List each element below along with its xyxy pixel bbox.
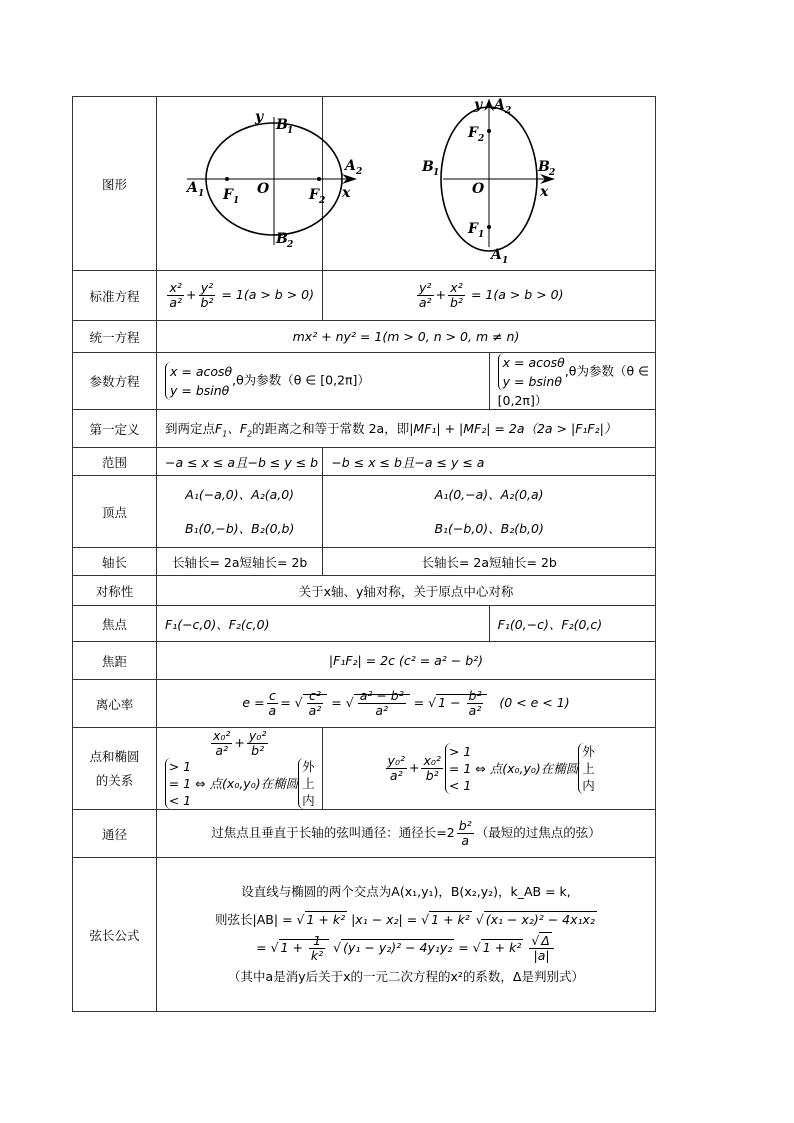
pos-c1: > 1 xyxy=(168,758,192,774)
label-B2: B xyxy=(276,231,288,247)
chord-cell xyxy=(157,858,656,1012)
ecc-formula: e = $\frac{c}{a}$ = √ $\frac{\text{c²}}{\text{a²}}$ = √ $\frac{\text{a² − b²}}{\text{a²}}$ = √ 1 − $\frac{\text{b²}}{\text{a²}}$ (0 < e < 1) xyxy=(157,680,656,728)
param-line2: y = bsinθ xyxy=(170,383,230,398)
row-graph xyxy=(73,97,656,271)
pos-w1: 外 xyxy=(582,744,595,759)
param-line1: x = acosθ xyxy=(502,355,565,370)
row-fd xyxy=(73,642,656,680)
vertical-ellipse-diagram xyxy=(358,97,620,267)
label-O: O xyxy=(257,181,270,197)
graph-horizontal xyxy=(157,97,363,271)
range-vertical: −b ≤ x ≤ b且−a ≤ y ≤ a xyxy=(323,448,656,476)
standard-vertical: $\frac{\text{y²}}{\text{a²}}$ + $\frac{\text{x²}}{\text{b²}}$ = 1(a > b > 0) xyxy=(323,271,656,321)
pos-w3: 内 xyxy=(302,792,315,808)
chord-note: （其中a是消y后关于x的一元二次方程的x²的系数，Δ是判别式） xyxy=(228,969,584,984)
label-chord: 弦长公式 xyxy=(73,858,157,1012)
pos-w3: 内 xyxy=(582,778,595,793)
row-unified xyxy=(73,321,656,353)
standard-cond: = 1(a > b > 0) xyxy=(470,287,564,302)
row-focus xyxy=(73,606,656,642)
label-param: 参数方程 xyxy=(73,353,157,410)
vertex-h2: B₁(0,−b)、B₂(0,b) xyxy=(184,520,295,536)
row-chord xyxy=(73,858,656,1012)
fd-text: |F₁F₂| = 2c (c² = a² − b²) xyxy=(157,642,656,680)
row-axis xyxy=(73,548,656,576)
graph-vertical xyxy=(323,97,656,271)
unified-equation: mx² + ny² = 1(m > 0, n > 0, m ≠ n) xyxy=(157,321,656,353)
latus-text-a: 过焦点且垂直于长轴的弦叫通径：通径长=2 xyxy=(211,825,455,840)
param-vertical xyxy=(489,353,655,410)
focus-horizontal: F₁(−c,0)、F₂(c,0) xyxy=(157,606,490,642)
label-y: y xyxy=(255,109,264,125)
pos-horizontal: $\frac{\text{x₀²}}{\text{a²}}$ + $\frac{\text{y₀²}}{\text{b²}}$ > 1 = 1 ⇔ 点(x₀,y₀)在椭圆 < 1外 上 内 xyxy=(157,728,323,810)
label-standard: 标准方程 xyxy=(73,271,157,321)
param-tail: ,θ为参数（θ ∈ [0,2π]） xyxy=(497,363,649,408)
sub: 1 xyxy=(478,230,485,240)
def-text-b: 的距离之和等于常数 2a，即 xyxy=(252,420,410,436)
standard-cond: = 1(a > b > 0) xyxy=(221,287,314,302)
chord-line2-lead: 则弦长|AB| = xyxy=(215,912,297,927)
sub: 2 xyxy=(287,240,294,250)
latus-text-b: （最短的过焦点的弦） xyxy=(475,825,601,840)
sub: 1 xyxy=(433,168,440,178)
label-fd: 焦距 xyxy=(73,642,157,680)
vertex-v1: A₁(0,−a)、A₂(0,a) xyxy=(434,486,544,502)
label-focus: 焦点 xyxy=(73,606,157,642)
pos-c3: < 1 xyxy=(168,792,192,808)
sub: 1 xyxy=(502,256,509,266)
label-F1: F xyxy=(223,187,233,203)
param-tail: ,θ为参数（θ ∈ [0,2π]） xyxy=(232,372,370,388)
axis-horizontal: 长轴长= 2a短轴长= 2b xyxy=(157,548,323,576)
horizontal-ellipse-diagram xyxy=(157,97,391,267)
sub: 2 xyxy=(478,134,485,144)
pos-c2: = 1 ⇔ 点(x₀,y₀)在椭圆 xyxy=(448,761,579,776)
label-B1: B xyxy=(276,117,288,133)
param-horizontal xyxy=(157,353,490,410)
label-pos-1: 点和椭圆 xyxy=(89,748,140,764)
label-x: x xyxy=(342,185,351,201)
label-range: 范围 xyxy=(73,448,157,476)
row-latus xyxy=(73,810,656,858)
sym-text: 关于x轴、y轴对称，关于原点中心对称 xyxy=(157,576,656,606)
pos-vertical: $\frac{\text{y₀²}}{\text{a²}}$ + $\frac{\text{x₀²}}{\text{b²}}$ > 1 = 1 ⇔ 点(x₀,y₀)在椭圆 < 1外 上 内 xyxy=(323,728,656,810)
row-def xyxy=(73,410,656,448)
chord-line2: 则弦长|AB| = √ 1 + k² |x₁ − x₂| = √ 1 + k² √ (x₁ − x₂)² − 4x₁x₂ xyxy=(215,912,595,927)
label-B2: B xyxy=(538,159,550,175)
label-axis: 轴长 xyxy=(73,548,157,576)
label-ecc: 离心率 xyxy=(73,680,157,728)
row-sym xyxy=(73,576,656,606)
vertex-v2: B₁(−b,0)、B₂(b,0) xyxy=(434,520,544,536)
label-y: y xyxy=(474,97,483,113)
vertex-horizontal xyxy=(157,476,323,548)
vertex-vertical xyxy=(323,476,656,548)
label-graph: 图形 xyxy=(73,97,157,271)
sub: 1 xyxy=(198,189,205,199)
label-F2: F xyxy=(468,125,479,141)
pos-w2: 上 xyxy=(302,775,315,791)
sub: 1 xyxy=(287,126,294,136)
def-text-a: 到两定点 xyxy=(165,420,216,436)
label-A1: A xyxy=(491,247,503,263)
sub: 2 xyxy=(319,196,326,206)
row-param xyxy=(73,353,656,410)
focus-vertical: F₁(0,−c)、F₂(0,c) xyxy=(489,606,655,642)
param-line2: y = bsinθ xyxy=(502,374,562,389)
sub: 1 xyxy=(233,196,240,206)
sub: 2 xyxy=(505,106,512,116)
sub: 2 xyxy=(356,167,363,177)
pos-c3: < 1 xyxy=(448,778,472,793)
vertex-h1: A₁(−a,0)、A₂(a,0) xyxy=(185,486,295,502)
ellipse-table xyxy=(72,96,656,1012)
pos-w2: 上 xyxy=(582,761,595,776)
label-pos xyxy=(73,728,157,810)
label-vertex: 顶点 xyxy=(73,476,157,548)
latus-text: 过焦点且垂直于长轴的弦叫通径：通径长=2 $\frac{\text{b²}}{a}$ （最短的过焦点的弦） xyxy=(157,810,656,858)
row-range xyxy=(73,448,656,476)
axis-vertical: 长轴长= 2a短轴长= 2b xyxy=(323,548,656,576)
ecc-range: (0 < e < 1) xyxy=(499,695,570,710)
label-latus: 通径 xyxy=(73,810,157,858)
standard-horizontal: $\frac{\text{x²}}{\text{a²}}$ + $\frac{\text{y²}}{\text{b²}}$ = 1(a > b > 0) xyxy=(157,271,323,321)
pos-w1: 外 xyxy=(302,758,315,774)
range-horizontal: −a ≤ x ≤ a且−b ≤ y ≤ b xyxy=(157,448,323,476)
chord-line1: 设直线与椭圆的两个交点为A(x₁,y₁)，B(x₂,y₂)，k_AB = k, xyxy=(241,884,571,899)
label-x: x xyxy=(540,184,549,200)
chord-line3: = √ 1 + $\frac{1}{\text{k²}}$ √ (y₁ − y₂)² − 4y₁y₂ = √ 1 + k² $\frac{√ \Delta}{|a|}$ xyxy=(157,934,655,963)
label-A2: A xyxy=(494,97,506,113)
pos-c1: > 1 xyxy=(448,744,472,759)
label-B1: B xyxy=(422,159,434,175)
def-text-c: |MF₁| + |MF₂| = 2a（2a > |F₁F₂|） xyxy=(409,420,617,436)
label-pos-2: 的关系 xyxy=(95,772,134,788)
row-vertex xyxy=(73,476,656,548)
label-unified: 统一方程 xyxy=(73,321,157,353)
label-sym: 对称性 xyxy=(73,576,157,606)
label-A1: A xyxy=(187,180,198,196)
pos-c2: = 1 ⇔ 点(x₀,y₀)在椭圆 xyxy=(168,775,299,791)
param-line1: x = acosθ xyxy=(170,364,233,379)
label-def: 第一定义 xyxy=(73,410,157,448)
def-text: 到两定点$F_1$、$F_2$的距离之和等于常数 2a，即|MF₁| + |MF₂| = 2a（2a > |F₁F₂|） xyxy=(157,410,656,448)
row-ecc xyxy=(73,680,656,728)
sub: 2 xyxy=(549,168,556,178)
label-O: O xyxy=(472,181,485,197)
row-standard xyxy=(73,271,656,321)
label-F1: F xyxy=(468,221,479,237)
label-A2: A xyxy=(345,158,356,174)
label-F2: F xyxy=(309,187,319,203)
row-pos xyxy=(73,728,656,810)
